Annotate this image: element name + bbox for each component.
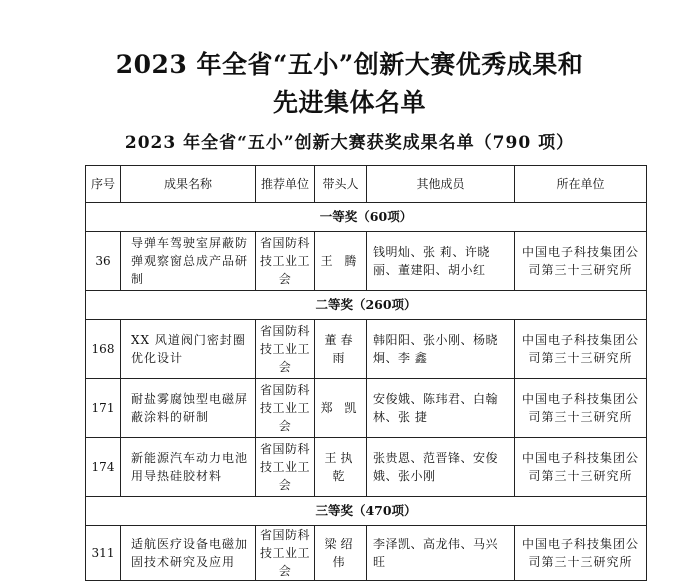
cell-name: 耐盐雾腐蚀型电磁屏蔽涂料的研制 xyxy=(121,379,256,438)
cell-members: 钱明灿、张 莉、许晓丽、董建阳、胡小红 xyxy=(367,232,515,291)
cell-members: 安俊娥、陈玮君、白翰林、张 捷 xyxy=(367,379,515,438)
cell-org: 中国电子科技集团公司第三十三研究所 xyxy=(515,438,647,497)
section-row-second-prize xyxy=(86,291,647,320)
cell-members: 张贵恩、范晋锋、安俊娥、张小刚 xyxy=(367,438,515,497)
section-label: 二等奖（260项） xyxy=(86,291,647,320)
header-unit: 推荐单位 xyxy=(256,166,315,203)
cell-no: 174 xyxy=(86,438,121,497)
header-no: 序号 xyxy=(86,166,121,203)
cell-org: 中国电子科技集团公司第三十三研究所 xyxy=(515,379,647,438)
table-row xyxy=(86,438,647,497)
table-row xyxy=(86,320,647,379)
header-members: 其他成员 xyxy=(367,166,515,203)
cell-name: XX 风道阀门密封圈优化设计 xyxy=(121,320,256,379)
cell-leader: 王 腾 xyxy=(315,232,367,291)
cell-unit: 省国防科技工业工会 xyxy=(256,232,315,291)
cell-leader: 王执乾 xyxy=(315,438,367,497)
header-org: 所在单位 xyxy=(515,166,647,203)
section-label: 三等奖（470项） xyxy=(86,497,647,526)
cell-org: 中国电子科技集团公司第三十三研究所 xyxy=(515,232,647,291)
document-title-line1: 2023 年全省“五小”创新大赛优秀成果和 xyxy=(115,50,584,79)
cell-no: 171 xyxy=(86,379,121,438)
cell-no: 311 xyxy=(86,526,121,581)
table-header-row xyxy=(86,166,647,203)
section-label: 一等奖（60项） xyxy=(86,203,647,232)
cell-members: 李泽凯、高龙伟、马兴旺 xyxy=(367,526,515,581)
document-title-line2: 先进集体名单 xyxy=(272,88,426,117)
cell-unit: 省国防科技工业工会 xyxy=(256,379,315,438)
cell-org: 中国电子科技集团公司第三十三研究所 xyxy=(515,320,647,379)
section-row-first-prize xyxy=(86,203,647,232)
cell-unit: 省国防科技工业工会 xyxy=(256,526,315,581)
cell-no: 168 xyxy=(86,320,121,379)
header-name: 成果名称 xyxy=(121,166,256,203)
cell-unit: 省国防科技工业工会 xyxy=(256,320,315,379)
section-row-third-prize xyxy=(86,497,647,526)
cell-name: 适航医疗设备电磁加固技术研究及应用 xyxy=(121,526,256,581)
cell-name: 导弹车驾驶室屏蔽防弹观察窗总成产品研制 xyxy=(121,232,256,291)
cell-members: 韩阳阳、张小刚、杨晓炯、李 鑫 xyxy=(367,320,515,379)
table-row xyxy=(86,379,647,438)
cell-leader: 梁绍伟 xyxy=(315,526,367,581)
cell-name: 新能源汽车动力电池用导热硅胶材料 xyxy=(121,438,256,497)
cell-unit: 省国防科技工业工会 xyxy=(256,438,315,497)
table-row xyxy=(86,526,647,581)
awards-table xyxy=(85,165,647,581)
table-caption: 2023 年全省“五小”创新大赛获奖成果名单（790 项） xyxy=(124,133,575,153)
cell-no: 36 xyxy=(86,232,121,291)
table-row xyxy=(86,232,647,291)
cell-org: 中国电子科技集团公司第三十三研究所 xyxy=(515,526,647,581)
header-leader: 带头人 xyxy=(315,166,367,203)
cell-leader: 郑 凯 xyxy=(315,379,367,438)
cell-leader: 董春雨 xyxy=(315,320,367,379)
